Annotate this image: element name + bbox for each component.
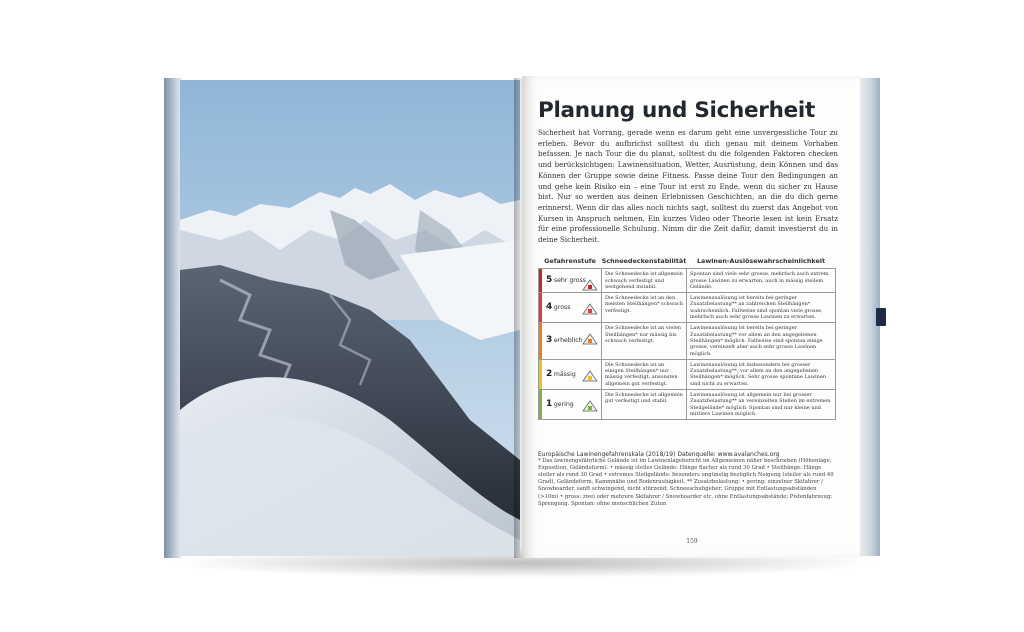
danger-level-number: 5 <box>546 275 553 286</box>
danger-level-cell <box>539 323 602 359</box>
open-book <box>164 76 880 558</box>
stability-cell: Die Schneedecke ist an den meisten Steilhängen* schwach verfestigt. <box>602 293 687 323</box>
header-schneedeckenstabilitaet: Schneedeckenstabilität <box>601 257 687 265</box>
danger-color-bar <box>539 390 542 419</box>
danger-level-name: gross <box>553 304 571 312</box>
danger-color-bar <box>539 360 542 389</box>
avalanche-pictogram-icon <box>582 279 598 291</box>
avalanche-pictogram-icon <box>582 370 598 382</box>
page-number: 159 <box>686 538 698 545</box>
danger-level-name: gering <box>553 400 574 408</box>
header-ausloesewahrscheinlichkeit: Lawinen-Auslösewahrscheinlichkeit <box>696 257 826 265</box>
avalanche-pictogram-icon <box>582 303 598 315</box>
table-row <box>539 359 836 389</box>
page-title: Planung und Sicherheit <box>538 98 815 123</box>
danger-level-cell <box>539 390 602 420</box>
danger-color-bar <box>539 269 542 292</box>
danger-color-bar <box>539 293 542 322</box>
danger-level-number: 3 <box>546 335 553 346</box>
danger-level-cell <box>539 359 602 389</box>
table-row <box>539 323 836 359</box>
table-footnote <box>538 451 838 508</box>
table-row <box>539 390 836 420</box>
stability-cell: Die Schneedecke ist an einigen Steilhängen* nur mässig verfestigt, ansonsten allgemein gut verfestigt. <box>602 359 687 389</box>
bookmark-ribbon <box>876 308 886 326</box>
stability-cell: Die Schneedecke ist an vielen Steilhängen* nur mässig bis schwach verfestigt. <box>602 323 687 359</box>
mountain-photo <box>180 80 520 556</box>
stability-cell: Die Schneedecke ist allgemein schwach verfestigt und weitgehend instabil. <box>602 269 687 293</box>
intro-paragraph: Sicherheit hat Vorrang, gerade wenn es darum geht eine unvergessliche Tour zu erleben. Bevor du aufbrichst solltest du dich genau mit deinem Vorhaben befassen. Je nach Tour die du planst, solltest du die folgenden Faktoren checken und berücksichtigen: Lawinensituation, Wetter, Ausrüstung, dein Können und das Können der Gruppe sowie deine Fitness. Passe deine Tour den Bedingungen an und gehe kein Risiko ein – eine Tour ist erst zu Ende, wenn du sicher zu Hause bist. Nur so werden aus deinen Erlebnissen Geschichten, an die du dich gerne erinnerst. Wenn dir das alles noch nichts sagt, solltest du zuerst das Angebot von Kursen in Anspruch nehmen. Ein kurzes Video oder Theorie lesen ist kein Ersatz für eine professionelle Schulung. Nimm dir die Zeit dafür, damit investierst du in deine Sicherheit. <box>538 128 838 245</box>
danger-level-name: sehr gross <box>553 277 586 285</box>
table-row <box>539 293 836 323</box>
data-source: Europäische Lawinengefahrenskala (2018/19) Datenquelle: www.avalanches.org <box>538 451 780 458</box>
danger-color-bar <box>539 323 542 358</box>
avalanche-danger-table <box>538 258 836 420</box>
avalanche-pictogram-icon <box>582 400 598 412</box>
danger-level-number: 1 <box>546 398 553 409</box>
probability-cell: Lawinenauslösung ist bereits bei geringer Zusatzbelastung** an zahlreichen Steilhängen* wahrscheinlich. Fallweise sind spontan viele grosse, mehrfach auch sehr grosse Lawinen zu erwarten. <box>687 293 836 323</box>
danger-level-number: 4 <box>546 302 553 313</box>
footnote-text: * Das lawinengefährliche Gelände ist im Lawinenlagebericht im Allgemeinen näher beschrieben (Höhenlage, Exposition, Geländeform). • mässig steiles Gelände: Hänge flacher als rund 30 Grad • Steilhänge: Hänge steiler als rund 30 Grad • extremes Steilgelände: besonders ungünstig bezüglich Neigung (steiler als rund 40 Grad), Geländeform, Kammnähe und Bodenrauhigkeit. ** Zusatzbelastung: • gering: einzelner Skifahrer / Snowboarder, sanft schwingend, nicht stürzend; Schneeschuhgeher; Gruppe mit Entlastungsabständen (>10m) • gross: zwei oder mehrere Skifahrer / Snowboarder etc. ohne Entlastungsabstände; Pistenfahrzeug; Sprengung. Spontan: ohne menschlichen Zutun <box>538 458 834 507</box>
probability-cell: Lawinenauslösung ist insbesondere bei grosser Zusatzbelastung**, vor allem an den angegebenen Steilhängen* möglich. Sehr grosse spontane Lawinen sind nicht zu erwarten. <box>687 359 836 389</box>
stability-cell: Die Schneedecke ist allgemein gut verfestigt und stabil. <box>602 390 687 420</box>
danger-level-number: 2 <box>546 368 553 379</box>
probability-cell: Lawinenauslösung ist bereits bei geringer Zusatzbelastung** vor allem an den angegebenen Steilhängen* möglich. Fallweise sind spontan einige grosse, vereinzelt aber auch sehr grosse Lawinen möglich. <box>687 323 836 359</box>
danger-level-cell <box>539 293 602 323</box>
table-row <box>539 269 836 293</box>
left-page-photo <box>180 80 520 556</box>
danger-level-name: mässig <box>553 370 576 378</box>
right-page <box>522 76 862 558</box>
probability-cell: Spontan sind viele sehr grosse, mehrfach auch extrem grosse Lawinen zu erwarten, auch in mässig steilem Gelände. <box>687 269 836 293</box>
danger-level-cell <box>539 269 602 293</box>
header-gefahrenstufe: Gefahrenstufe <box>544 257 596 265</box>
probability-cell: Lawinenauslösung ist allgemein nur bei grosser Zusatzbelastung** an vereinzelten Stellen im extremen Steilgelände* möglich. Spontan sind nur kleine und mittlere Lawinen möglich. <box>687 390 836 420</box>
avalanche-pictogram-icon <box>582 333 598 345</box>
danger-level-name: erheblich <box>553 337 583 345</box>
